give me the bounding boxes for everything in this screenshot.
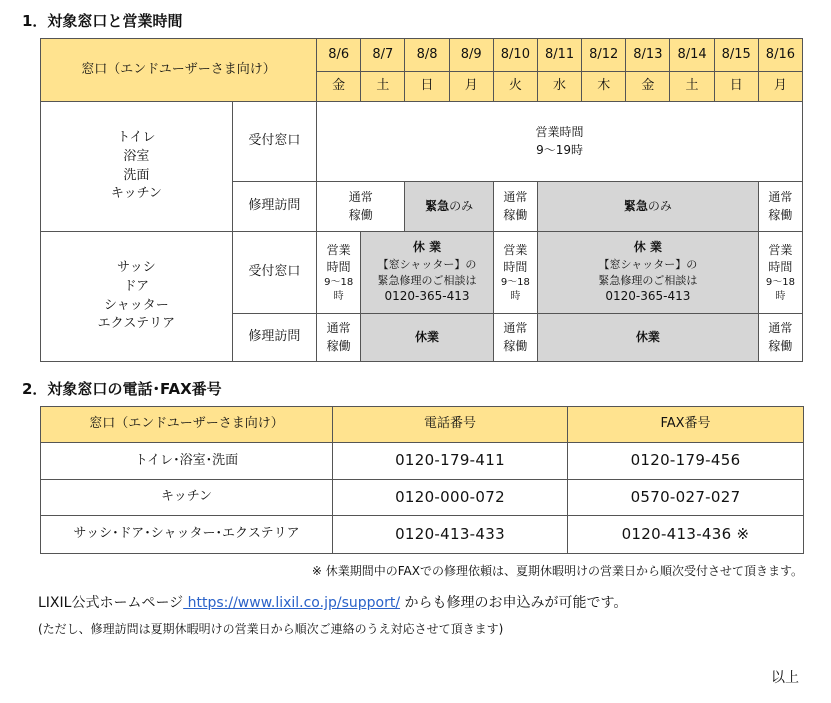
window-name: サッシ･ドア･シャッター･エクステリア xyxy=(41,516,333,554)
fax-number: 0120-179-456 xyxy=(568,443,804,480)
weekday-cell: 金 xyxy=(317,72,361,102)
emergency-only-cell: 緊急のみ xyxy=(537,182,758,232)
phone-number: 0120-000-072 xyxy=(333,480,568,516)
closed-notice-cell: 休 業 【窓シャッター】の 緊急修理のご相談は 0120-365-413 xyxy=(361,232,494,314)
fax-note: ※ 休業期間中のFAXでの修理依頼は、夏期休暇明けの営業日から順次受付させて頂きます。 xyxy=(311,564,803,578)
hours-all-days: 営業時間 9～19時 xyxy=(317,102,803,182)
row-label-repair: 修理訪問 xyxy=(232,182,316,232)
weekday-cell: 水 xyxy=(537,72,581,102)
group-bath-kitchen-label: トイレ 浴室 洗面 キッチン xyxy=(41,102,233,232)
normal-operation-cell: 通常 稼働 xyxy=(493,182,537,232)
closing-text: 以上 xyxy=(771,670,799,686)
date-cell: 8/11 xyxy=(537,39,581,72)
weekday-cell: 木 xyxy=(582,72,626,102)
table-row xyxy=(41,443,804,480)
col-header-phone: 電話番号 xyxy=(333,407,568,443)
closed-notice-cell: 休 業 【窓シャッター】の 緊急修理のご相談は 0120-365-413 xyxy=(537,232,758,314)
weekday-cell: 火 xyxy=(493,72,537,102)
weekday-cell: 土 xyxy=(361,72,405,102)
normal-operation-cell: 通常 稼働 xyxy=(493,314,537,362)
hours-cell: 営業 時間 9～18 時 xyxy=(758,232,802,314)
weekday-cell: 月 xyxy=(449,72,493,102)
section1-heading: 1．対象窓口と営業時間 xyxy=(22,12,183,30)
row-label-repair: 修理訪問 xyxy=(232,314,316,362)
business-hours-table xyxy=(40,38,803,362)
hours-cell: 営業 時間 9～18 時 xyxy=(493,232,537,314)
closed-cell: 休業 xyxy=(361,314,494,362)
date-cell: 8/10 xyxy=(493,39,537,72)
phone-number: 0120-179-411 xyxy=(333,443,568,480)
homepage-suffix: からも修理のお申込みが可能です。 xyxy=(400,595,628,611)
section2-heading: 2．対象窓口の電話･FAX番号 xyxy=(22,380,222,398)
phone-number: 0120-413-433 xyxy=(333,516,568,554)
weekday-cell: 日 xyxy=(405,72,449,102)
date-cell: 8/8 xyxy=(405,39,449,72)
weekday-cell: 月 xyxy=(758,72,802,102)
weekday-cell: 土 xyxy=(670,72,714,102)
homepage-line xyxy=(38,592,627,612)
date-cell: 8/12 xyxy=(582,39,626,72)
table-row xyxy=(41,480,804,516)
support-link[interactable]: https://www.lixil.co.jp/support/ xyxy=(183,595,401,611)
phone-fax-table xyxy=(40,406,804,554)
date-cell: 8/13 xyxy=(626,39,670,72)
emergency-only-cell: 緊急のみ xyxy=(405,182,493,232)
group-sash-exterior-label: サッシ ドア シャッター エクステリア xyxy=(41,232,233,362)
row-label-reception: 受付窓口 xyxy=(232,232,316,314)
fax-number: 0120-413-436 ※ xyxy=(568,516,804,554)
window-name: トイレ･浴室･洗面 xyxy=(41,443,333,480)
window-header: 窓口（エンドユーザーさま向け） xyxy=(41,39,317,102)
row-label-reception: 受付窓口 xyxy=(232,102,316,182)
fax-number: 0570-027-027 xyxy=(568,480,804,516)
normal-operation-cell: 通常 稼働 xyxy=(317,314,361,362)
normal-operation-cell: 通常 稼働 xyxy=(758,314,802,362)
date-cell: 8/9 xyxy=(449,39,493,72)
homepage-prefix: LIXIL公式ホームページ xyxy=(38,595,184,611)
weekday-cell: 金 xyxy=(626,72,670,102)
table-row xyxy=(41,516,804,554)
date-cell: 8/7 xyxy=(361,39,405,72)
normal-operation-cell: 通常 稼働 xyxy=(758,182,802,232)
closed-cell: 休業 xyxy=(537,314,758,362)
date-cell: 8/16 xyxy=(758,39,802,72)
col-header-window: 窓口（エンドユーザーさま向け） xyxy=(41,407,333,443)
window-name: キッチン xyxy=(41,480,333,516)
col-header-fax: FAX番号 xyxy=(568,407,804,443)
date-cell: 8/6 xyxy=(317,39,361,72)
hours-cell: 営業 時間 9～18 時 xyxy=(317,232,361,314)
repair-visit-note: (ただし、修理訪問は夏期休暇明けの営業日から順次ご連絡のうえ対応させて頂きます) xyxy=(38,622,504,636)
date-cell: 8/15 xyxy=(714,39,758,72)
weekday-cell: 日 xyxy=(714,72,758,102)
normal-operation-cell: 通常 稼働 xyxy=(317,182,405,232)
date-cell: 8/14 xyxy=(670,39,714,72)
